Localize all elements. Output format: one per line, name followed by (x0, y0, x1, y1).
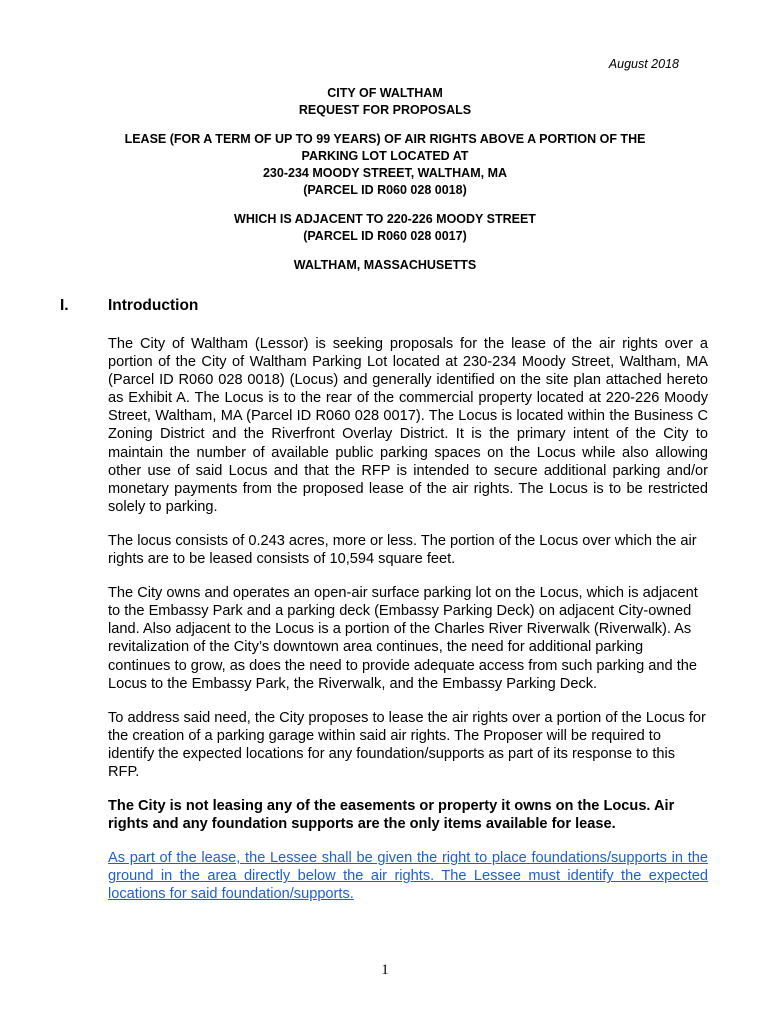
document-body (108, 335, 708, 920)
title-city: CITY OF WALTHAM (327, 86, 443, 100)
title-adjacent-line-2: (PARCEL ID R060 028 0017) (303, 229, 467, 243)
title-lease-line-2: PARKING LOT LOCATED AT (301, 149, 469, 163)
document-date: August 2018 (608, 57, 679, 71)
section-number: I. (60, 297, 69, 314)
paragraph-locus-size: The locus consists of 0.243 acres, more or less. The portion of the Locus over which the air rights are to be leased consists of 10,594 square feet. (108, 532, 697, 568)
section-title: Introduction (108, 297, 199, 314)
section-heading (60, 297, 198, 315)
title-adjacent-line-1: WHICH IS ADJACENT TO 220-226 MOODY STREET (234, 212, 536, 226)
paragraph-parking-lot: The City owns and operates an open-air surface parking lot on the Locus, which is adjacent to the Embassy Park and a parking deck (Embassy Parking Deck) on adjacent City-owned land. Also adjacent to the Locus is a portion of the Charles River Riverwalk (Riverwalk). As revitalization of the City’s downtown area continues, the need for additional parking continues to grow, as does the need to provide adequate access from such parking and the Locus to the Embassy Park, the Riverwalk, and the Embassy Parking Deck. (108, 585, 698, 692)
title-lease-line-1: LEASE (FOR A TERM OF UP TO 99 YEARS) OF AIR RIGHTS ABOVE A PORTION OF THE (124, 132, 646, 146)
page-number: 1 (381, 962, 389, 978)
title-rfp: REQUEST FOR PROPOSALS (298, 103, 472, 117)
title-lease-line-3: 230-234 MOODY STREET, WALTHAM, MA (262, 166, 508, 180)
title-block (60, 85, 710, 274)
paragraph-proposal: To address said need, the City proposes to lease the air rights over a portion of the Locus for the creation of a parking garage within said air rights. The Proposer will be required to identify the expected locations for any foundation/supports as part of its response to this RFP. (108, 709, 706, 780)
paragraph-foundation-link[interactable]: As part of the lease, the Lessee shall be given the right to place foundations/supports in the ground in the area directly below the air rights. The Lessee must identify the expected locations for said foundation/supports. (108, 850, 708, 903)
paragraph-not-leasing: The City is not leasing any of the easements or property it owns on the Locus. Air rights and any foundation supports are the only items available for lease. (108, 798, 675, 833)
paragraph-intro: The City of Waltham (Lessor) is seeking proposals for the lease of the air rights over a portion of the City of Waltham Parking Lot located at 230-234 Moody Street, Waltham, MA (Parcel ID R060 028 0018) (Locus) and generally identified on the site plan attached hereto as Exhibit A. The Locus is to the rear of the commercial property located at 220-226 Moody Street, Waltham, MA (Parcel ID R060 028 0017). The Locus is located within the Business C Zoning District and the Riverfront Overlay District. It is the primary intent of the City to maintain the number of available public parking spaces on the Locus while also allowing other use of said Locus and that the RFP is intended to secure additional parking and/or monetary payments from the proposed lease of the air rights. The Locus is to be restricted solely to parking. (108, 336, 708, 515)
title-lease-line-4: (PARCEL ID R060 028 0018) (303, 183, 467, 197)
title-location: WALTHAM, MASSACHUSETTS (293, 258, 477, 272)
